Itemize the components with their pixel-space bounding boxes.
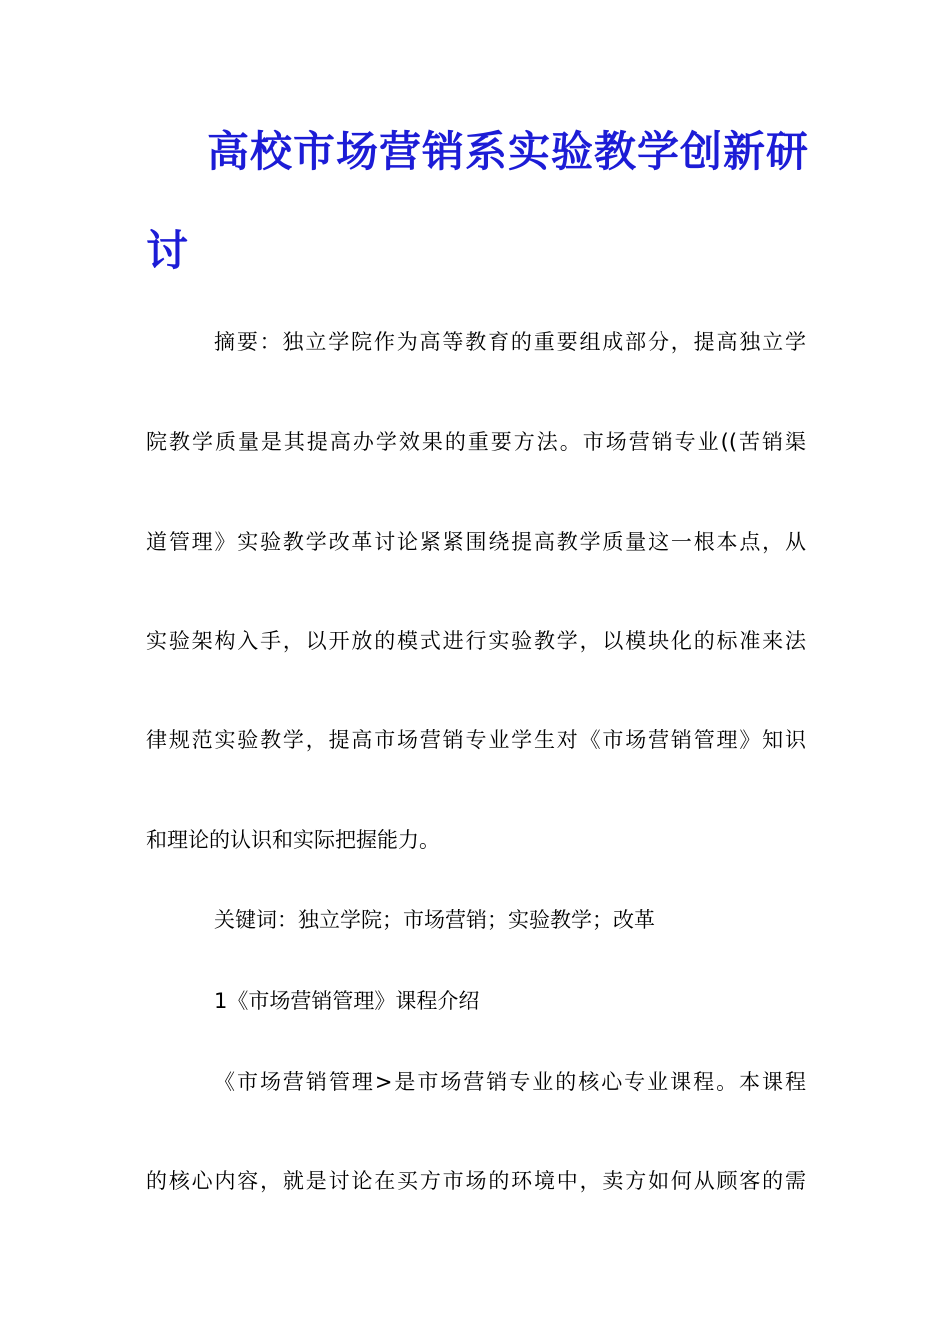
body-paragraph-line: 的核心内容，就是讨论在买方市场的环境中，卖方如何从顾客的需 — [146, 1169, 806, 1193]
abstract-line: 院教学质量是其提高办学效果的重要方法。市场营销专业((苦销渠 — [146, 430, 806, 454]
abstract-line: 律规范实验教学，提高市场营销专业学生对《市场营销管理》知识 — [146, 728, 806, 752]
section-heading: 1《市场营销管理》课程介绍 — [214, 989, 480, 1013]
document-title-line-2: 讨 — [146, 226, 189, 275]
document-title-line-1: 高校市场营销系实验教学创新研 — [207, 127, 810, 176]
abstract-line: 实验架构入手，以开放的模式进行实验教学，以模块化的标准来法 — [146, 629, 806, 653]
keywords: 关键词：独立学院；市场营销；实验教学；改革 — [214, 908, 655, 932]
abstract-line: 道管理》实验教学改革讨论紧紧围绕提高教学质量这一根本点，从 — [146, 530, 806, 554]
body-paragraph-line: 《市场营销管理>是市场营销专业的核心专业课程。本课程 — [214, 1070, 806, 1094]
abstract-line: 和理论的认识和实际把握能力。 — [146, 828, 440, 852]
abstract-line: 摘要：独立学院作为高等教育的重要组成部分，提高独立学 — [214, 330, 806, 354]
